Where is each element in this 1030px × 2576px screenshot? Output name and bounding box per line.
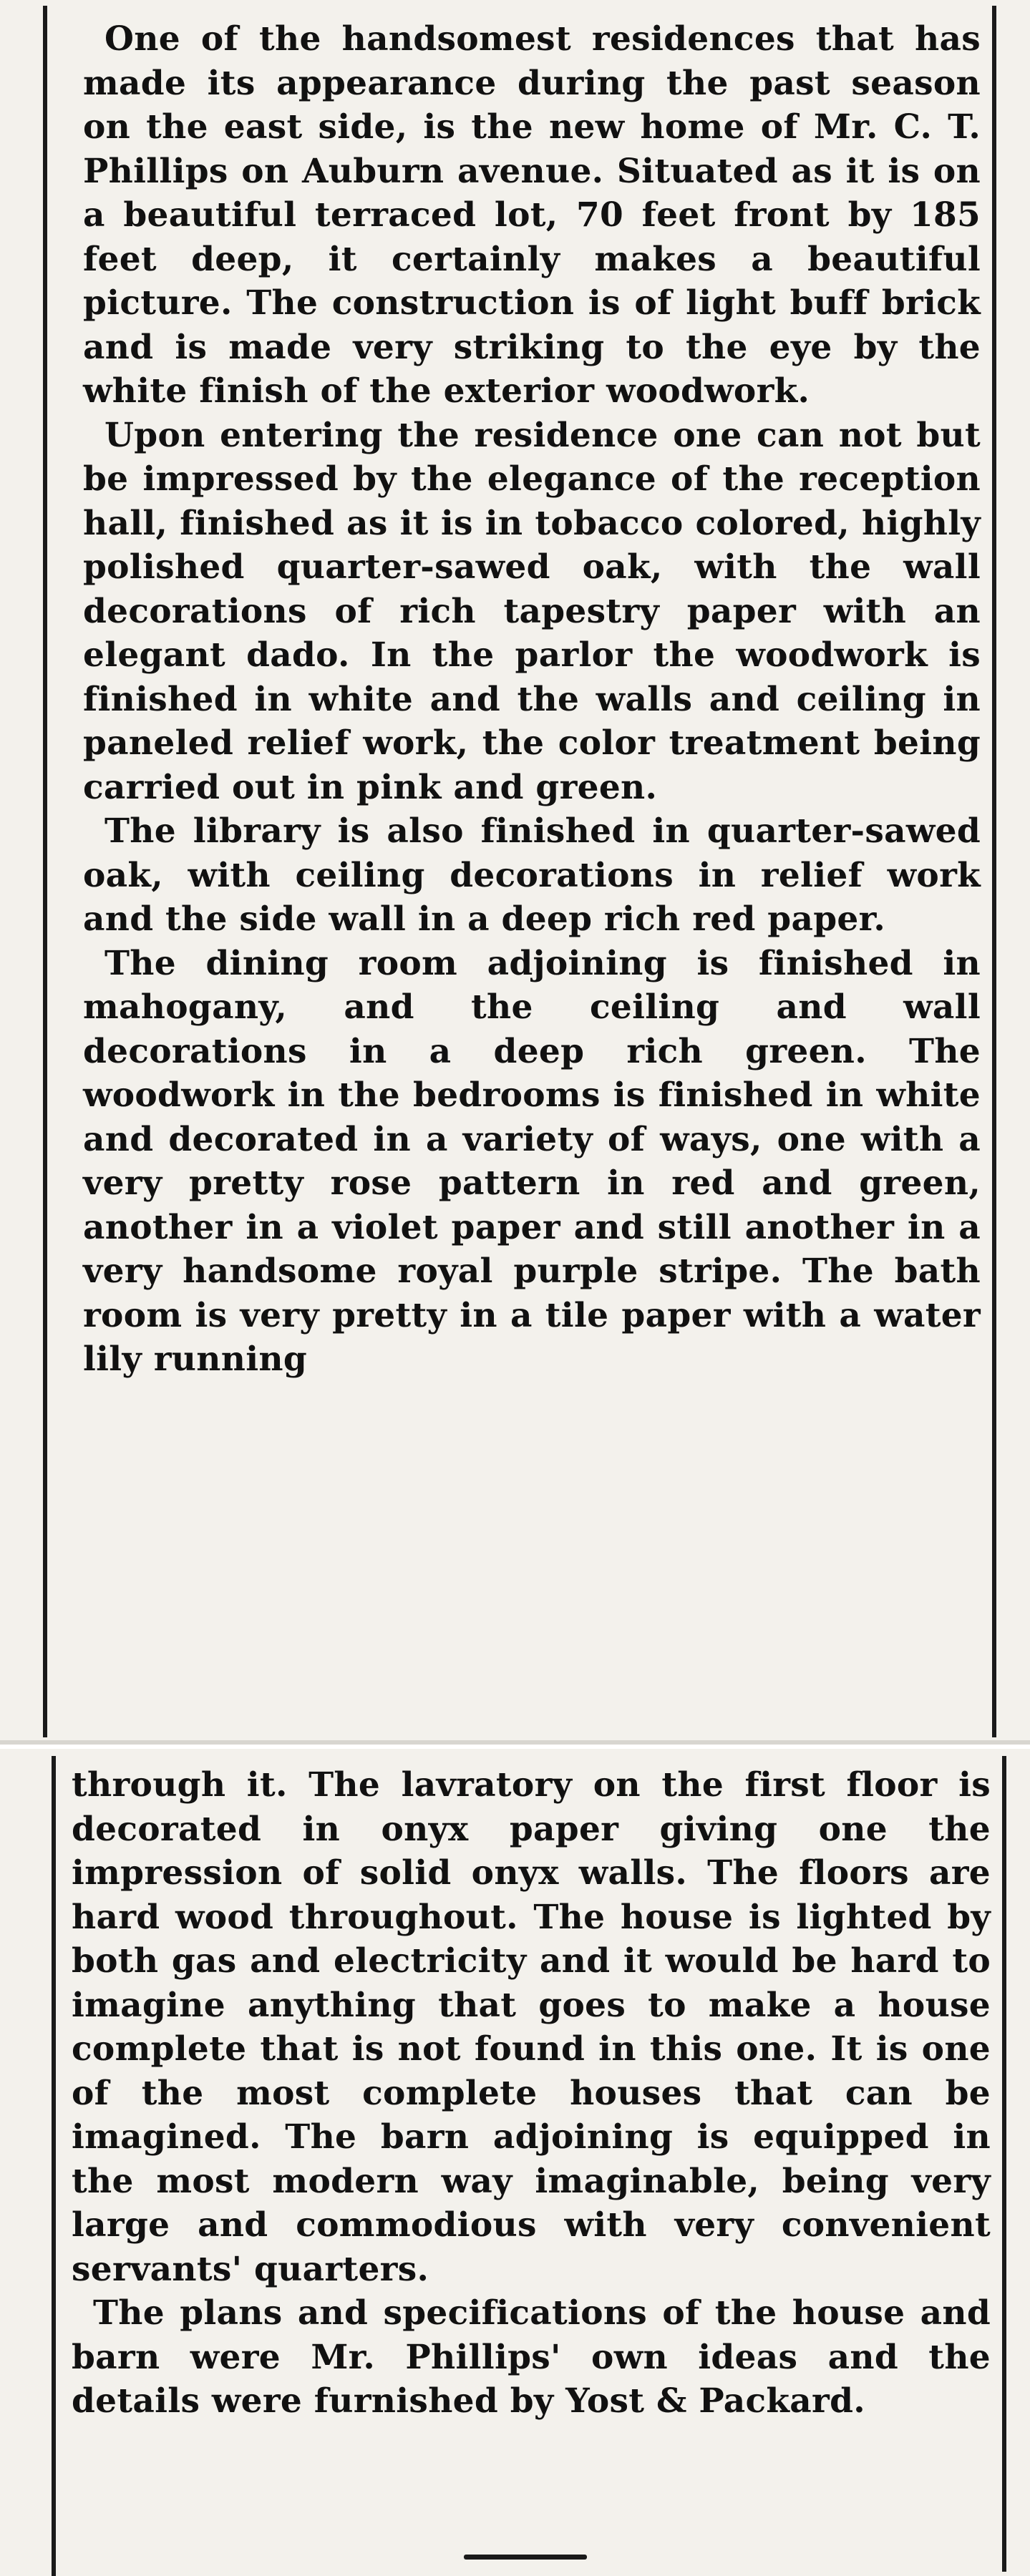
- article-paragraph: through it. The lavratory on the first floor is decorated in onyx paper giving one the impression of solid onyx walls. The floors are hard wood throughout. The house is lighted by both gas and electricity and it would be hard to imagine anything that goes to make a house complete that is not found in this one. It is one of the most complete houses that can be imagined. The barn adjoining is equipped in the most modern way imaginable, being very large and commodious with very convenient servants' quarters.: [72, 1765, 991, 2289]
- article-column-upper: [83, 17, 981, 1382]
- column-rule-right: [1002, 1756, 1006, 2572]
- article-paragraph: One of the handsomest residences that has made its appearance during the past season on the east side, is the new home of Mr. C. T. Phillips on Auburn avenue. Situated as it is on a beautiful terraced lot, 70 feet front by 185 feet deep, it certainly makes a beautiful picture. The construction is of light buff brick and is made very striking to the eye by the white finish of the exterior woodwork.: [83, 19, 981, 411]
- article-column-lower: [72, 1763, 991, 2424]
- article-paragraph: The plans and specifications of the house and barn were Mr. Phillips' own ideas and the details were furnished by Yost & Packard.: [72, 2293, 991, 2421]
- article-paragraph: The dining room adjoining is finished in mahogany, and the ceiling and wall decorations in a deep rich green. The woodwork in the bedrooms is finished in white and decorated in a variety of ways, one with a very pretty rose pattern in red and green, another in a violet paper and still another in a very handsome royal purple stripe. The bath room is very pretty in a tile paper with a water lily running: [83, 943, 981, 1379]
- column-rule-left: [43, 6, 47, 1737]
- column-rule-right: [992, 6, 996, 1737]
- article-paragraph: The library is also finished in quarter-sawed oak, with ceiling decorations in relief work and the side wall in a deep rich red paper.: [83, 811, 981, 939]
- clipping-lower-column: [0, 1749, 1030, 2576]
- column-rule-left: [52, 1756, 56, 2576]
- end-of-article-rule: [464, 2555, 587, 2560]
- article-paragraph: Upon entering the residence one can not but be impressed by the elegance of the reception hall, finished as it is in tobacco colored, highly polished quarter-sawed oak, with the wall decorations of rich tapestry paper with an elegant dado. In the parlor the woodwork is finished in white and the walls and ceiling in paneled relief work, the color treatment being carried out in pink and green.: [83, 415, 981, 807]
